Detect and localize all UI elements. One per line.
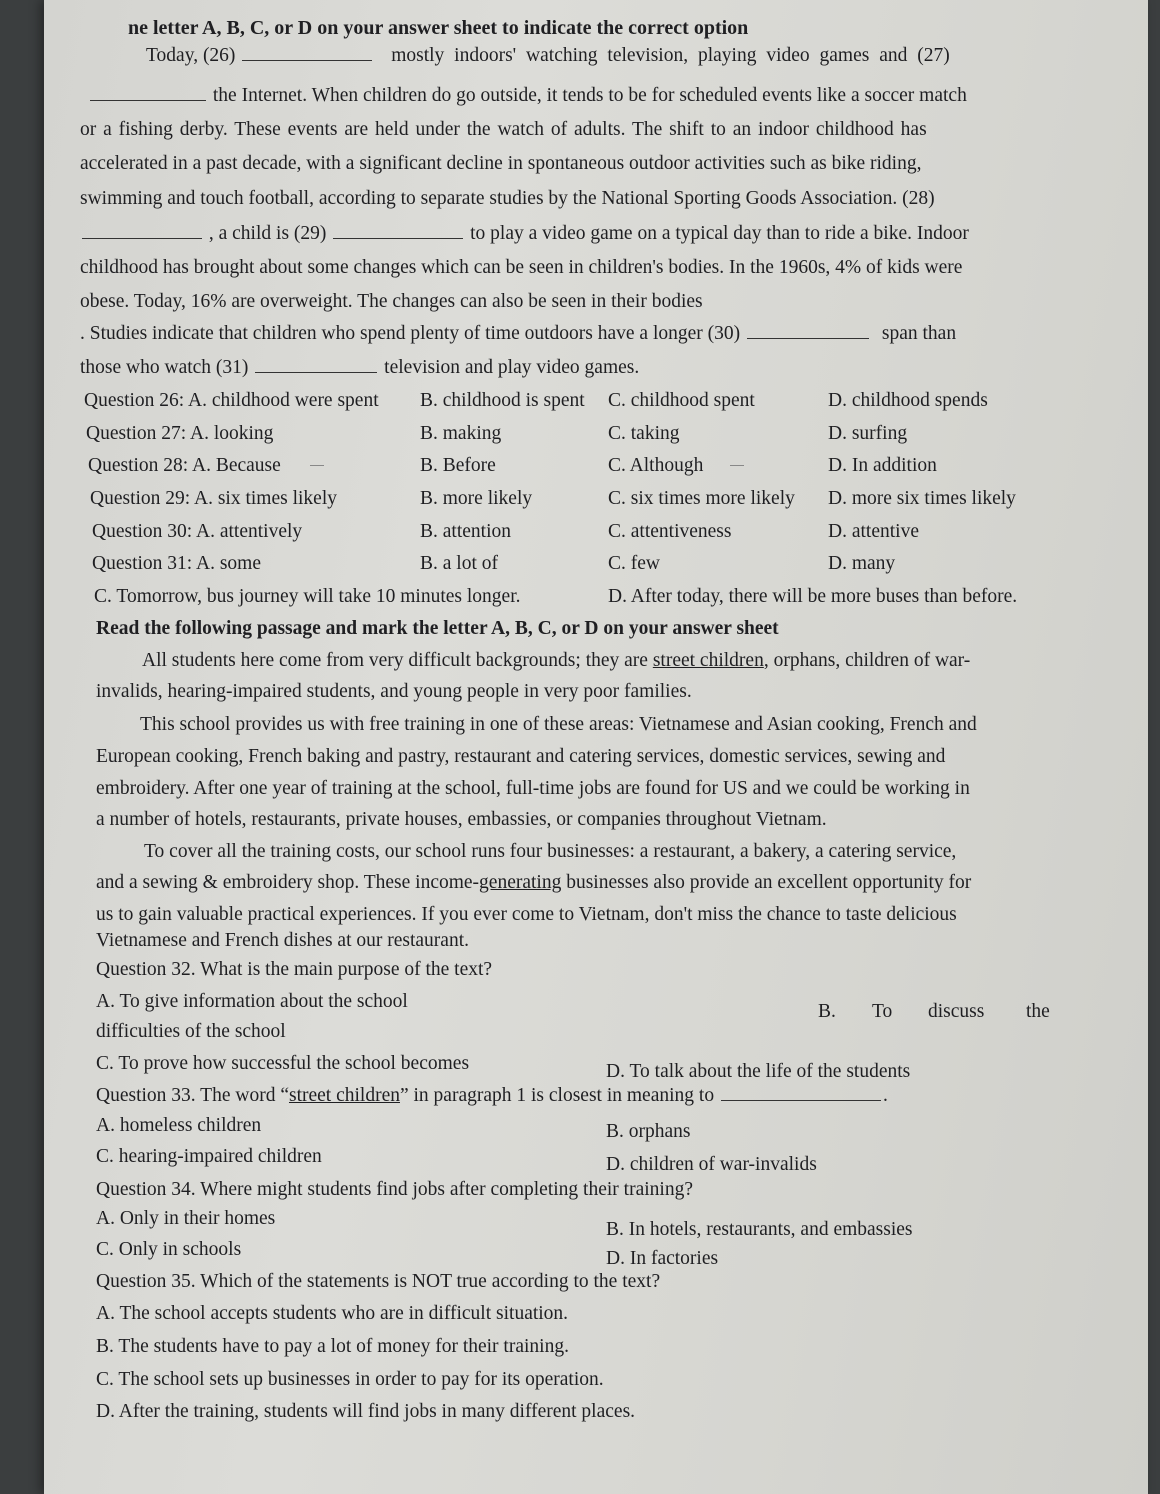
passage2-line: us to gain valuable practical experiences. If you ever come to Vietnam, don't miss the chance to taste delicious [96,904,957,925]
passage2-line: This school provides us with free training in one of these areas: Vietnamese and Asian cooking, French and [140,714,977,735]
question-29-d[interactable]: D. more six times likely [828,488,1016,509]
question-33-b[interactable]: B. orphans [606,1121,691,1142]
question-32-a[interactable]: A. To give information about the school [96,991,408,1012]
passage2-line: Vietnamese and French dishes at our restaurant. [96,930,469,951]
question-33-stem: Question 33. The word “street children” in paragraph 1 is closest in meaning to . [96,1085,888,1106]
question-27-d[interactable]: D. surfing [828,423,908,444]
passage-line [80,356,639,380]
passage-line: accelerated in a past decade, with a significant decline in spontaneous outdoor activities such as bike riding, [80,153,922,174]
question-32-c[interactable]: C. To prove how successful the school becomes [96,1053,470,1074]
question-28-d[interactable]: D. In addition [828,455,937,476]
answer-blank [747,337,869,339]
question-26-d[interactable]: D. childhood spends [828,390,988,411]
passage-text: All students here come from very difficult backgrounds; they are [142,650,653,671]
passage-text: ” in paragraph 1 is closest in meaning to [399,1085,715,1106]
question-28-c[interactable]: C. Although [608,455,704,476]
passage2-line: To cover all the training costs, our school runs four businesses: a restaurant, a bakery, a catering service, [144,841,957,862]
passage-text: businesses also provide an excellent opportunity for [561,872,972,893]
question-35-stem: Question 35. Which of the statements is NOT true according to the text? [96,1271,661,1292]
question-31-c[interactable]: C. few [608,553,660,574]
question-33-c[interactable]: C. hearing-impaired children [96,1146,322,1167]
question-32-b-2[interactable]: To [872,1001,893,1022]
question-35-a[interactable]: A. The school accepts students who are in difficult situation. [96,1303,569,1324]
question-27-b[interactable]: B. making [420,423,502,444]
pencil-mark [730,465,744,466]
passage2-line [96,871,971,895]
answer-blank [82,237,202,239]
stray-option-d[interactable]: D. After today, there will be more buses than before. [608,586,1018,607]
question-35-b[interactable]: B. The students have to pay a lot of money for their training. [96,1336,569,1357]
question-32-b-4[interactable]: the [1026,1001,1050,1022]
question-30-c[interactable]: C. attentiveness [608,521,732,542]
question-26-c[interactable]: C. childhood spent [608,390,755,411]
underlined-word: street children [652,650,764,671]
question-34-stem: Question 34. Where might students find jobs after completing their training? [96,1179,693,1200]
passage-line: or a fishing derby. These events are held under the watch of adults. The shift to an indoor childhood has [80,119,927,140]
pencil-mark [310,465,324,466]
answer-blank [242,59,372,61]
answer-blank [721,1099,881,1101]
question-31-a[interactable]: Question 31: A. some [92,553,261,574]
passage-text: . Studies indicate that children who spend plenty of time outdoors have a longer (30) [80,323,741,344]
question-26-a[interactable]: Question 26: A. childhood were spent [84,390,379,411]
question-30-d[interactable]: D. attentive [828,521,919,542]
passage-line [146,44,950,68]
question-29-a[interactable]: Question 29: A. six times likely [90,488,337,509]
question-33-d[interactable]: D. children of war-invalids [606,1154,817,1175]
passage-text: span than [881,323,957,344]
underlined-word: generating [479,872,562,893]
passage-line [80,322,956,346]
question-32-stem: Question 32. What is the main purpose of the text? [96,959,493,980]
passage-text: to play a video game on a typical day than to ride a bike. Indoor [470,223,969,244]
stray-option-c[interactable]: C. Tomorrow, bus journey will take 10 minutes longer. [94,586,521,607]
answer-blank [255,371,377,373]
passage-text: Today, (26) [146,45,236,66]
question-35-d[interactable]: D. After the training, students will find jobs in many different places. [96,1401,636,1422]
question-28-b[interactable]: B. Before [420,455,496,476]
section-header: ne letter A, B, C, or D on your answer sheet to indicate the correct option [128,17,749,39]
question-34-d[interactable]: D. In factories [606,1248,719,1269]
passage-text: television and play video games. [384,357,640,378]
question-35-c[interactable]: C. The school sets up businesses in order to pay for its operation. [96,1369,604,1390]
question-34-b[interactable]: B. In hotels, restaurants, and embassies [606,1219,913,1240]
passage2-line [142,649,970,673]
question-31-b[interactable]: B. a lot of [420,553,498,574]
question-30-b[interactable]: B. attention [420,521,511,542]
passage-text: , orphans, children of war- [763,650,971,671]
passage2-line: European cooking, French baking and pastry, restaurant and catering services, domestic services, sewing and [96,746,946,767]
question-34-c[interactable]: C. Only in schools [96,1239,242,1260]
question-32-b-cont[interactable]: difficulties of the school [96,1021,286,1042]
answer-blank [90,99,206,101]
passage-line: swimming and touch football, according to separate studies by the National Sporting Goods Association. (28) [80,188,935,209]
question-33-a[interactable]: A. homeless children [96,1115,262,1136]
question-32-d[interactable]: D. To talk about the life of the students [606,1061,911,1082]
question-29-b[interactable]: B. more likely [420,488,533,509]
question-34-a[interactable]: A. Only in their homes [96,1208,276,1229]
question-31-d[interactable]: D. many [828,553,896,574]
reading-header: Read the following passage and mark the letter A, B, C, or D on your answer sheet [96,618,779,639]
underlined-word: street children [288,1085,400,1106]
passage2-line: embroidery. After one year of training at the school, full-time jobs are found for US and we could be working in [96,778,970,799]
question-32-b-3[interactable]: discuss [928,1001,985,1022]
passage-text: mostly indoors' watching television, playing video games and (27) [391,45,950,66]
answer-blank [333,237,463,239]
passage-text: and a sewing & embroidery shop. These income- [96,872,480,893]
passage2-line: a number of hotels, restaurants, private houses, embassies, or companies throughout Vietnam. [96,809,827,830]
passage-line [88,84,967,108]
question-29-c[interactable]: C. six times more likely [608,488,795,509]
question-27-a[interactable]: Question 27: A. looking [86,423,274,444]
passage-text: Question 33. The word “ [96,1085,289,1106]
question-30-a[interactable]: Question 30: A. attentively [92,521,303,542]
question-32-b-1[interactable]: B. [818,1001,836,1022]
passage2-line: invalids, hearing-impaired students, and young people in very poor families. [96,681,692,702]
passage-line: childhood has brought about some changes which can be seen in children's bodies. In the 1960s, 4% of kids were [80,257,963,278]
passage-line [80,222,969,246]
passage-line: obese. Today, 16% are overweight. The changes can also be seen in their bodies [80,291,703,312]
question-26-b[interactable]: B. childhood is spent [420,390,585,411]
question-27-c[interactable]: C. taking [608,423,680,444]
question-28-a[interactable]: Question 28: A. Because [88,455,281,476]
passage-text: , a child is (29) [208,223,327,244]
passage-text: those who watch (31) [80,357,249,378]
passage-text: the Internet. When children do go outside, it tends to be for scheduled events like a soccer match [212,85,967,106]
